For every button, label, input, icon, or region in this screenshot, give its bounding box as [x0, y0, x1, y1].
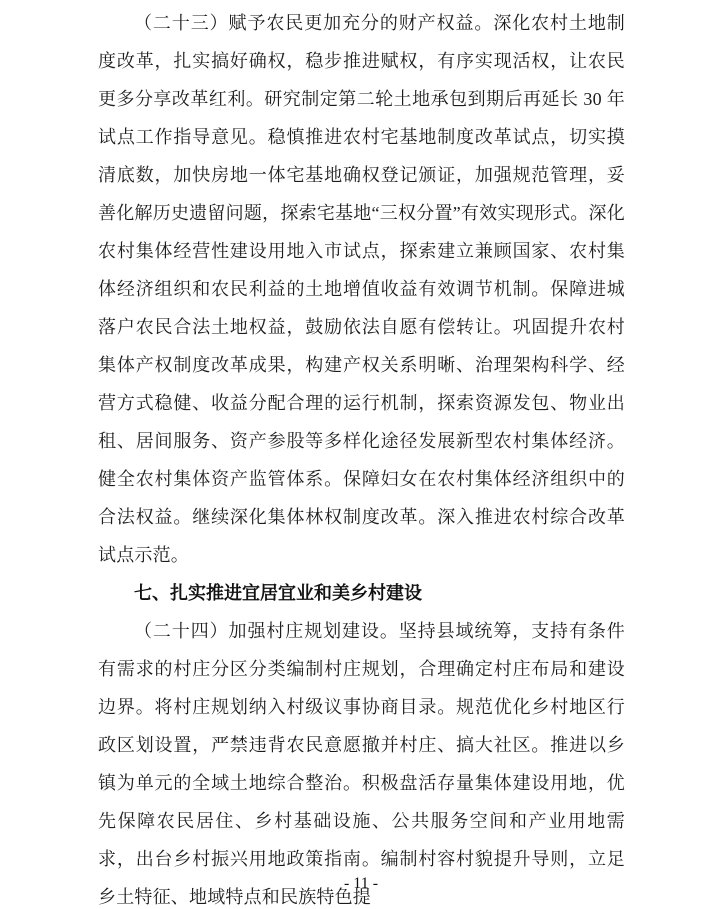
paragraph-item-24: （二十四）加强村庄规划建设。坚持县域统筹，支持有条件有需求的村庄分区分类编制村庄规划，合理确定村庄布局和建设边界。将村庄规划纳入村级议事协商目录。规范优化乡村地区行政区划设置，严禁违背农民意愿撤并村庄、搞大社区。推进以乡镇为单元的全域土地综合整治。积极盘活存量集体建设用地，优先保障农民居住、乡村基础设施、公共服务空间和产业用地需求，出台乡村振兴用地政策指南。编制村容村貌提升导则，立足乡土特征、地域特点和民族特色提 — [98, 621, 625, 907]
section-heading-7: 七、扎实推进宜居宜业和美乡村建设 — [134, 583, 422, 603]
page-number: - 11 - — [343, 875, 379, 892]
paragraph-item-23: （二十三）赋予农民更加充分的财产权益。深化农村土地制度改革，扎实搞好确权，稳步推进赋权，有序实现活权，让农民更多分享改革红利。研究制定第二轮土地承包到期后再延长 30 年试点工作指导意见。稳慎推进农村宅基地制度改革试点，切实摸清底数，加快房地一体宅基地确权登记颁证，加强规范管理，妥善化解历史遗留问题，探索宅基地“三权分置”有效实现形式。深化农村集体经营性建设用地入市试点，探索建立兼顾国家、农村集体经济组织和农民利益的土地增值收益有效调节机制。保障进城落户农民合法土地权益，鼓励依法自愿有偿转让。巩固提升农村集体产权制度改革成果，构建产权关系明晰、治理架构科学、经营方式稳健、收益分配合理的运行机制，探索资源发包、物业出租、居间服务、资产参股等多样化途径发展新型农村集体经济。健全农村集体资产监管体系。保障妇女在农村集体经济组织中的合法权益。继续深化集体林权制度改革。深入推进农村综合改革试点示范。 — [98, 13, 625, 565]
document-body — [98, 4, 625, 909]
